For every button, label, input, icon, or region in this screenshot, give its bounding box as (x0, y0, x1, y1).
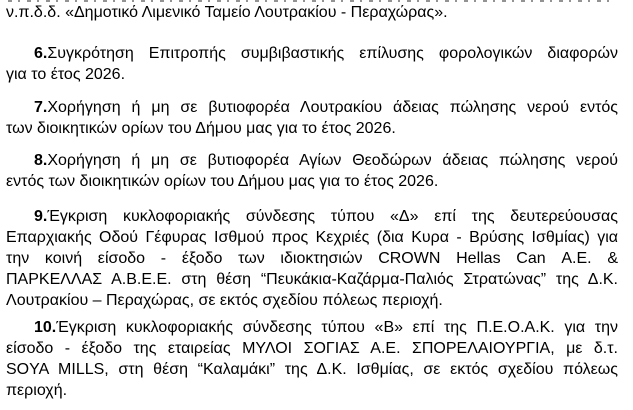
text-line: την κοινή είσοδο - έξοδο των ιδιοκτησιών CROWN Hellas Can Α.Ε. & (6, 250, 618, 267)
agenda-item-9 (6, 206, 618, 311)
item-text: Χορήγηση ή μη σε βυτιοφορέα Αγίων Θεοδώρων άδειας πώλησης νερού (47, 152, 618, 169)
item-number: 9. (34, 208, 48, 225)
text-line (6, 150, 618, 171)
text-line (6, 43, 618, 64)
item-number: 7. (34, 99, 48, 116)
item-number: 10. (34, 319, 57, 336)
agenda-item-8 (6, 150, 618, 192)
text-line (6, 317, 618, 338)
text-line: είσοδο - έξοδο της εταιρείας ΜΥΛΟΙ ΣΟΓΙΑΣ Α.Ε. ΣΠΟΡΕΛΑΙΟΥΡΓΙΑ, με δ.τ. (6, 340, 618, 357)
text-line: περιοχή. (6, 382, 68, 399)
intro-continuation-paragraph (6, 2, 618, 23)
text-line: εντός των διοικητικών ορίων του Δήμου μας για το έτος 2026. (6, 173, 439, 190)
agenda-item-10 (6, 317, 618, 401)
agenda-item-6 (6, 43, 618, 85)
item-text: Συγκρότηση Επιτροπής συμβιβαστικής επίλυσης φορολογικών διαφορών (47, 45, 618, 62)
item-number: 8. (34, 152, 48, 169)
text-line: των διοικητικών ορίων του Δήμου μας για το έτος 2026. (6, 120, 396, 137)
item-text: Χορήγηση ή μη σε βυτιοφορέα Λουτρακίου άδειας πώλησης νερού εντός (47, 99, 618, 116)
document-body (0, 2, 633, 401)
item-text: Έγκριση κυκλοφοριακής σύνδεσης τύπου «Β» επί της Π.Ε.Ο.Α.Κ. για την (56, 319, 618, 336)
text-line: Επαρχιακής Οδού Γέφυρας Ισθμού προς Κεχριές (δια Κυρα - Βρύσης Ισθμίας) για (6, 229, 618, 246)
text-line: ΠΑΡΚΕΛΛΑΣ Α.Β.Ε.Ε. στη θέση “Πευκάκια-Καζάρμα-Παλιός Στρατώνας” της Δ.Κ. (6, 271, 618, 288)
text-line (6, 97, 618, 118)
agenda-item-7 (6, 97, 618, 139)
item-text: Έγκριση κυκλοφοριακής σύνδεσης τύπου «Δ» επί της δευτερεύουσας (47, 208, 618, 225)
text-line: ν.π.δ.δ. «Δημοτικό Λιμενικό Ταμείο Λουτρακίου - Περαχώρας». (6, 4, 448, 21)
item-number: 6. (34, 45, 48, 62)
text-line: SOYA MILLS, στη θέση “Καλαμάκι” της Δ.Κ. Ισθμίας, σε εκτός σχεδίου πόλεως (6, 361, 618, 378)
text-line: για το έτος 2026. (6, 66, 126, 83)
text-line (6, 206, 618, 227)
text-line: Λουτρακίου – Περαχώρας, σε εκτός σχεδίου πόλεως περιοχή. (6, 292, 443, 309)
